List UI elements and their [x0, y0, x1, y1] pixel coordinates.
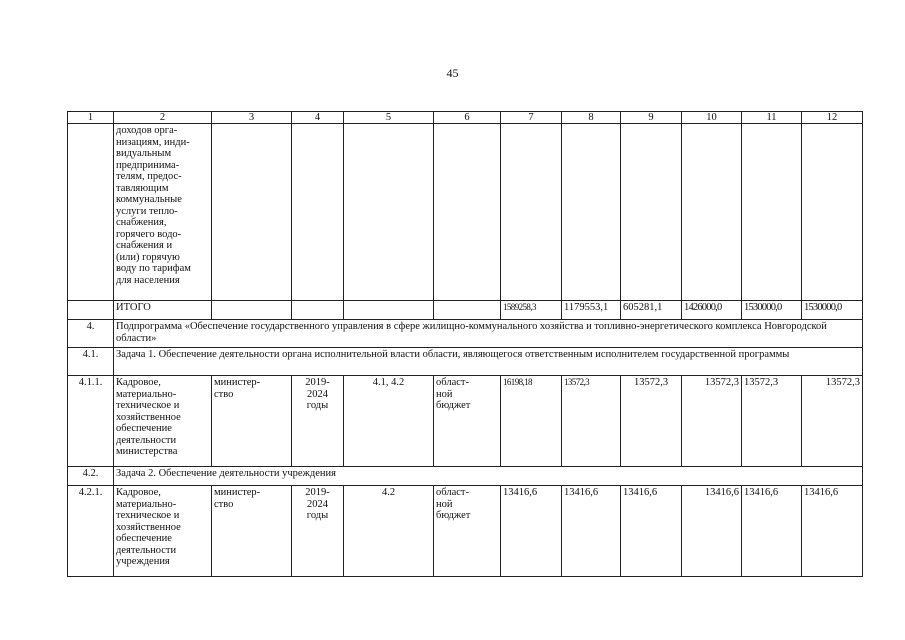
column-number: 3: [212, 112, 292, 124]
total-value: 1426000,0: [682, 301, 742, 320]
executor: министер- ство: [212, 376, 292, 467]
amount: 13572,3: [682, 376, 742, 467]
total-value: 605281,1: [621, 301, 682, 320]
row-number: 4.: [68, 320, 114, 348]
subprogram-title: Подпрограмма «Обеспечение государственного управления в сфере жилищно-коммунального хозяйства и топливно-энергетического комплекса Новгородской области»: [114, 320, 863, 348]
amount: 13416,6: [802, 486, 863, 577]
table-row-continuation: [68, 124, 863, 301]
indicators: 4.1, 4.2: [344, 376, 434, 467]
table-row-task: [68, 348, 863, 376]
program-table: [67, 111, 863, 577]
amount: 16198,18: [501, 376, 562, 467]
amount: 13572,3: [562, 376, 621, 467]
row-number: 4.1.1.: [68, 376, 114, 467]
amount: 13572,3: [802, 376, 863, 467]
amount: 13416,6: [742, 486, 802, 577]
column-number: 4: [292, 112, 344, 124]
row-number: 4.2.1.: [68, 486, 114, 577]
table-row-total: [68, 301, 863, 320]
indicators: 4.2: [344, 486, 434, 577]
column-number: 1: [68, 112, 114, 124]
task-title: Задача 1. Обеспечение деятельности органа исполнительной власти области, являющегося ответственным исполнителем государственной программы: [114, 348, 863, 376]
funding-source: област- ной бюджет: [434, 376, 501, 467]
amount: 13572,3: [621, 376, 682, 467]
amount: 13416,6: [562, 486, 621, 577]
executor: министер- ство: [212, 486, 292, 577]
table-row-activity: [68, 486, 863, 577]
amount: 13572,3: [742, 376, 802, 467]
row-number: 4.1.: [68, 348, 114, 376]
column-number: 10: [682, 112, 742, 124]
task-title: Задача 2. Обеспечение деятельности учреждения: [114, 467, 863, 486]
column-number: 9: [621, 112, 682, 124]
total-value: 1530000,0: [742, 301, 802, 320]
column-number: 12: [802, 112, 863, 124]
column-number: 11: [742, 112, 802, 124]
amount: 13416,6: [501, 486, 562, 577]
activity-name: Кадровое, материально- техническое и хозяйственное обеспечение деятельности министерства: [114, 376, 212, 467]
column-number: 2: [114, 112, 212, 124]
amount: 13416,6: [621, 486, 682, 577]
row-number: 4.2.: [68, 467, 114, 486]
total-value: 1179553,1: [562, 301, 621, 320]
amount: 13416,6: [682, 486, 742, 577]
period: 2019- 2024 годы: [292, 486, 344, 577]
period: 2019- 2024 годы: [292, 376, 344, 467]
page-number: 45: [446, 66, 459, 80]
table-row-task: [68, 467, 863, 486]
column-number: 5: [344, 112, 434, 124]
continuation-text: доходов орга- низациям, инди- видуальным предпринима- телям, предос- тавляющим коммунальные услуги тепло- снабжения, горячего водо- снабжения и (или) горячую воду по тарифам для населения: [114, 124, 212, 301]
total-value: 1589258,3: [501, 301, 562, 320]
column-number-row: [68, 112, 863, 124]
total-label: ИТОГО: [114, 301, 212, 320]
column-number: 7: [501, 112, 562, 124]
column-number: 8: [562, 112, 621, 124]
total-value: 1530000,0: [802, 301, 863, 320]
column-number: 6: [434, 112, 501, 124]
table-row-activity: [68, 376, 863, 467]
activity-name: Кадровое, материально- техническое и хозяйственное обеспечение деятельности учреждения: [114, 486, 212, 577]
funding-source: област- ной бюджет: [434, 486, 501, 577]
table-row-subprogram: [68, 320, 863, 348]
